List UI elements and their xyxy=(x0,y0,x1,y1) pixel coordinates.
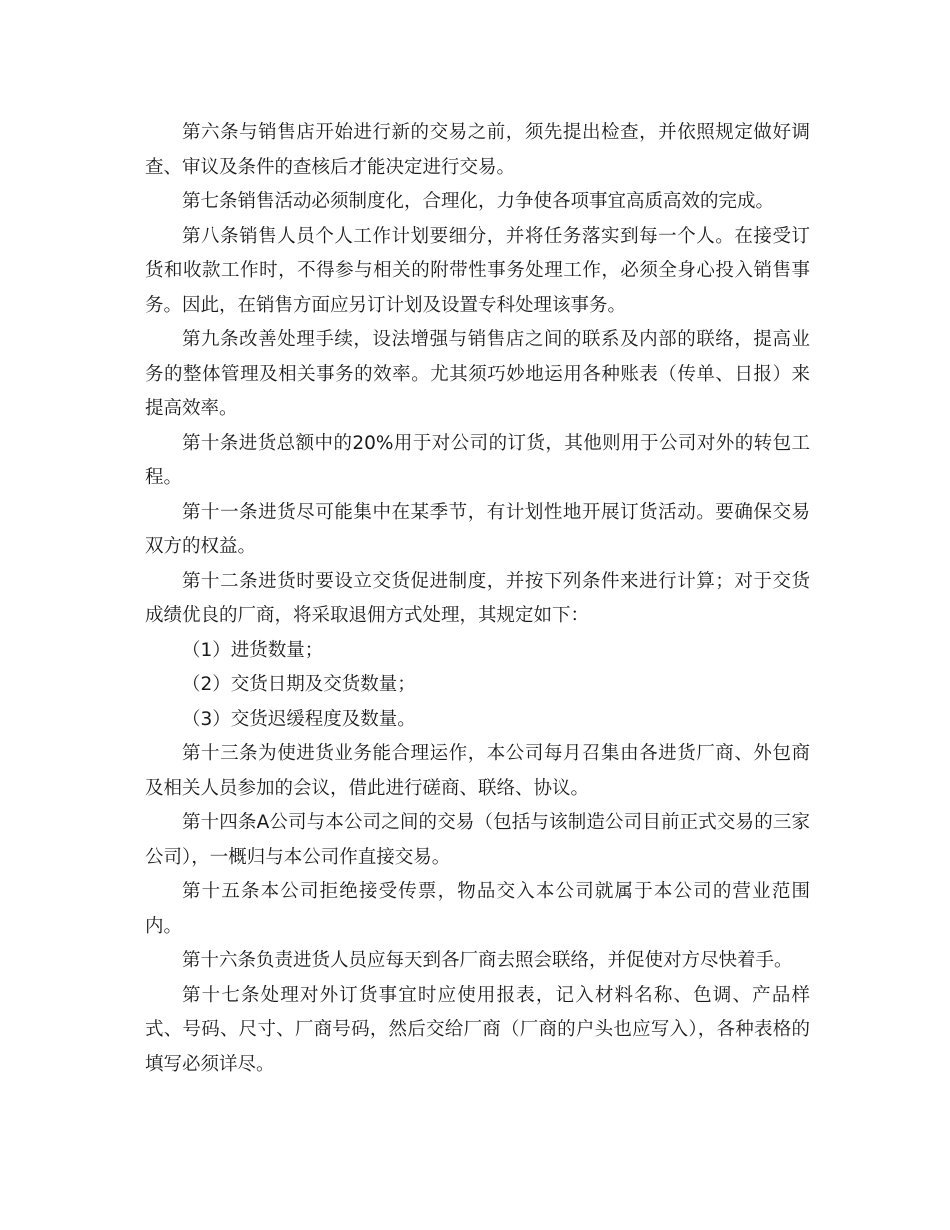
article-15: 第十五条本公司拒绝接受传票，物品交入本公司就属于本公司的营业范围内。 xyxy=(145,881,810,937)
article-12: 第十二条进货时要设立交货促进制度，并按下列条件来进行计算；对于交货成绩优良的厂商，将采取退佣方式处理，其规定如下： xyxy=(145,570,810,626)
article-9: 第九条改善处理手续，设法增强与销售店之间的联系及内部的联络，提高业务的整体管理及相关事务的效率。尤其须巧妙地运用各种账表（传单、日报）来提高效率。 xyxy=(145,329,810,419)
article-10: 第十条进货总额中的20%用于对公司的订货，其他则用于公司对外的转包工程。 xyxy=(145,432,810,488)
article-17: 第十七条处理对外订货事宜时应使用报表，记入材料名称、色调、产品样式、号码、尺寸、厂商号码，然后交给厂商（厂商的户头也应写入），各种表格的填写必须详尽。 xyxy=(145,984,810,1075)
document-body xyxy=(145,116,810,1082)
list-item: （3）交货迟缓程度及数量。 xyxy=(182,708,416,730)
article-13: 第十三条为使进货业务能合理运作，本公司每月召集由各进货厂商、外包商及相关人员参加的会议，借此进行磋商、联络、协议。 xyxy=(145,743,810,799)
article-8: 第八条销售人员个人工作计划要细分，并将任务落实到每一个人。在接受订货和收款工作时，不得参与相关的附带性事务处理工作，必须全身心投入销售事务。因此，在销售方面应另订计划及设置专科处理该事务。 xyxy=(145,225,810,316)
article-6: 第六条与销售店开始进行新的交易之前，须先提出检查，并依照规定做好调查、审议及条件的查核后才能决定进行交易。 xyxy=(145,122,810,178)
article-7: 第七条销售活动必须制度化，合理化，力争使各项事宜高质高效的完成。 xyxy=(182,191,775,212)
list-item: （1）进货数量； xyxy=(182,639,324,661)
article-11: 第十一条进货尽可能集中在某季节，有计划性地开展订货活动。要确保交易双方的权益。 xyxy=(145,501,810,557)
list-item: （2）交货日期及交货数量； xyxy=(182,674,416,695)
article-14: 第十四条A公司与本公司之间的交易（包括与该制造公司目前正式交易的三家公司），一概归与本公司作直接交易。 xyxy=(145,812,810,868)
article-16: 第十六条负责进货人员应每天到各厂商去照会联络，并促使对方尽快着手。 xyxy=(182,950,793,971)
